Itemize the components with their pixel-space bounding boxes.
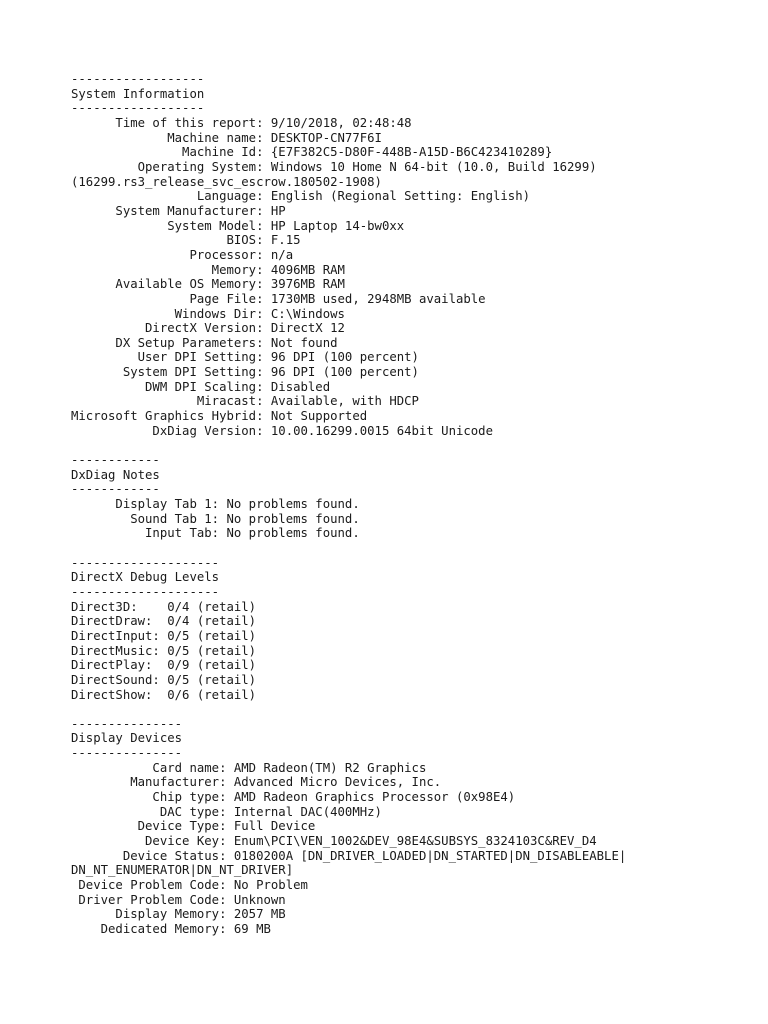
report-line: DxDiag Version: 10.00.16299.0015 64bit Unicode [71, 423, 493, 438]
report-line: Language: English (Regional Setting: English) [71, 189, 531, 204]
report-line: DxDiag Notes [71, 467, 160, 482]
report-line: DirectX Debug Levels [71, 570, 220, 585]
report-line: Machine name: DESKTOP-CN77F6I [71, 130, 382, 145]
report-line: -------------------- [71, 555, 220, 570]
report-line: Device Key: Enum\PCI\VEN_1002&DEV_98E4&SUBSYS_8324103C&REV_D4 [71, 834, 597, 849]
report-line: Direct3D: 0/4 (retail) [71, 599, 257, 614]
report-line: DirectX Version: DirectX 12 [71, 321, 345, 336]
report-line: ------------ [71, 453, 160, 468]
report-line: Driver Problem Code: Unknown [71, 892, 286, 907]
report-line: Machine Id: {E7F382C5-D80F-448B-A15D-B6C423410289} [71, 145, 553, 160]
report-line: Display Tab 1: No problems found. [71, 497, 360, 512]
report-line: Card name: AMD Radeon(TM) R2 Graphics [71, 760, 427, 775]
report-line [71, 438, 626, 453]
report-line: ------------------ [71, 72, 205, 86]
report-line: System DPI Setting: 96 DPI (100 percent) [71, 365, 419, 380]
report-line: ------------------ [71, 101, 205, 116]
report-line: DirectPlay: 0/9 (retail) [71, 658, 257, 673]
report-line: Device Status: 0180200A [DN_DRIVER_LOADED|DN_STARTED|DN_DISABLEABLE| [71, 848, 627, 863]
report-line: DirectShow: 0/6 (retail) [71, 687, 257, 702]
report-line: System Information [71, 86, 205, 101]
report-line: ------------ [71, 482, 160, 497]
report-line: Dedicated Memory: 69 MB [71, 922, 271, 937]
dxdiag-report [71, 72, 626, 937]
report-line: Memory: 4096MB RAM [71, 262, 345, 277]
report-line: -------------------- [71, 584, 220, 599]
report-line: DirectMusic: 0/5 (retail) [71, 643, 257, 658]
report-line: Display Devices [71, 731, 183, 746]
report-line: Time of this report: 9/10/2018, 02:48:48 [71, 115, 412, 130]
report-line: BIOS: F.15 [71, 233, 301, 248]
report-line: Chip type: AMD Radeon Graphics Processor (0x98E4) [71, 790, 516, 805]
report-line: DX Setup Parameters: Not found [71, 335, 338, 350]
report-line [71, 702, 626, 717]
report-line [71, 541, 626, 556]
report-line: System Manufacturer: HP [71, 203, 286, 218]
report-line: Device Type: Full Device [71, 819, 316, 834]
report-line: Miracast: Available, with HDCP [71, 394, 419, 409]
report-line: DWM DPI Scaling: Disabled [71, 379, 331, 394]
report-line: System Model: HP Laptop 14-bw0xx [71, 218, 405, 233]
report-line: Microsoft Graphics Hybrid: Not Supported [71, 409, 368, 424]
report-line: Processor: n/a [71, 247, 294, 262]
report-line: Windows Dir: C:\Windows [71, 306, 345, 321]
report-line: Available OS Memory: 3976MB RAM [71, 277, 345, 292]
report-line: (16299.rs3_release_svc_escrow.180502-1908) [71, 174, 382, 189]
report-line: --------------- [71, 716, 183, 731]
report-line: --------------- [71, 746, 183, 761]
report-line: Page File: 1730MB used, 2948MB available [71, 291, 486, 306]
report-line: DAC type: Internal DAC(400MHz) [71, 804, 382, 819]
report-line: Input Tab: No problems found. [71, 526, 360, 541]
report-line: Operating System: Windows 10 Home N 64-bit (10.0, Build 16299) [71, 159, 597, 174]
report-line: DirectSound: 0/5 (retail) [71, 672, 257, 687]
report-line: Sound Tab 1: No problems found. [71, 511, 360, 526]
report-line: DirectInput: 0/5 (retail) [71, 628, 257, 643]
report-line: Device Problem Code: No Problem [71, 878, 308, 893]
report-line: Display Memory: 2057 MB [71, 907, 286, 922]
report-line: DirectDraw: 0/4 (retail) [71, 614, 257, 629]
report-line: User DPI Setting: 96 DPI (100 percent) [71, 350, 419, 365]
report-line: Manufacturer: Advanced Micro Devices, Inc. [71, 775, 442, 790]
report-line: DN_NT_ENUMERATOR|DN_NT_DRIVER] [71, 863, 294, 878]
